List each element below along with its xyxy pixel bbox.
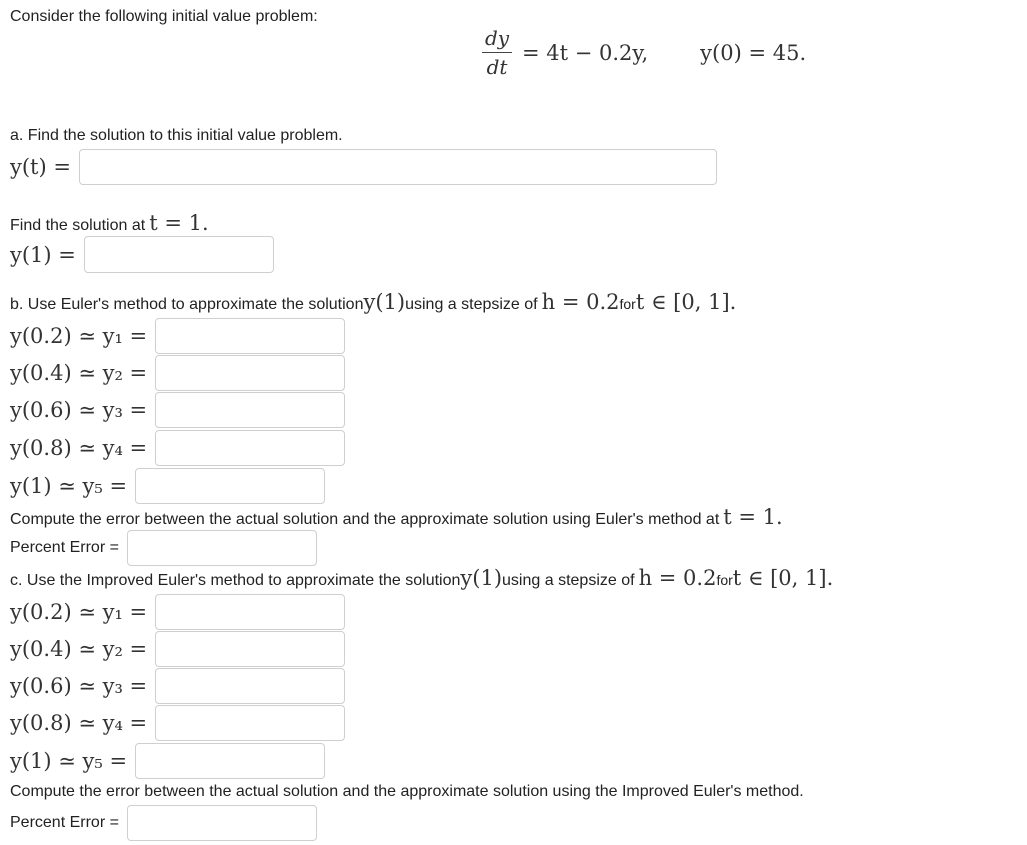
y1-row xyxy=(10,236,274,273)
euler-percent-row xyxy=(10,530,317,566)
part-c-prompt-mid: using a stepsize of xyxy=(502,572,635,589)
improved-y2-input[interactable] xyxy=(155,631,345,667)
part-c-prompt-pre: c. Use the Improved Euler's method to approximate the solution xyxy=(10,572,461,589)
euler-y1-input[interactable] xyxy=(155,318,345,354)
part-b-prompt-mid: using a stepsize of xyxy=(405,296,538,313)
improved-row-5 xyxy=(10,743,325,779)
ode-equation xyxy=(482,26,806,79)
find-at-math: t = 1. xyxy=(149,211,209,235)
improved-row-1-label: y(0.2) ≃ y₁ = xyxy=(10,600,148,624)
part-c-prompt-math2: h = 0.2 xyxy=(638,566,717,590)
improved-y3-input[interactable] xyxy=(155,668,345,704)
euler-row-2 xyxy=(10,355,345,391)
part-b-prompt-math3: t ∈ [0, 1]. xyxy=(635,290,737,314)
euler-y2-input[interactable] xyxy=(155,355,345,391)
derivative-numerator: dy xyxy=(484,26,510,50)
euler-row-5 xyxy=(10,468,325,504)
improved-row-1 xyxy=(10,594,345,630)
yt-label: y(t) = xyxy=(10,155,71,179)
improved-row-2 xyxy=(10,631,345,667)
yt-row xyxy=(10,149,717,185)
y1-label: y(1) = xyxy=(10,242,76,267)
improved-percent-input[interactable] xyxy=(127,805,317,841)
improved-row-2-label: y(0.4) ≃ y₂ = xyxy=(10,637,148,661)
part-c-prompt-math1: y(1) xyxy=(460,566,503,590)
find-at-line xyxy=(10,211,209,235)
part-b-prompt-math1: y(1) xyxy=(363,290,406,314)
part-b-prompt-pre: b. Use Euler's method to approximate the solution xyxy=(10,296,364,313)
euler-error-math: t = 1. xyxy=(723,505,783,529)
find-at-prefix: Find the solution at xyxy=(10,217,146,234)
euler-y5-input[interactable] xyxy=(135,468,325,504)
euler-y3-input[interactable] xyxy=(155,392,345,428)
improved-row-4-label: y(0.8) ≃ y₄ = xyxy=(10,711,148,735)
derivative-fraction xyxy=(482,26,512,79)
improved-y4-input[interactable] xyxy=(155,705,345,741)
part-b-prompt-for: for xyxy=(619,296,636,312)
euler-percent-input[interactable] xyxy=(127,530,317,566)
derivative-denominator: dt xyxy=(486,55,508,79)
part-b-prompt-math2: h = 0.2 xyxy=(541,290,620,314)
improved-row-5-label: y(1) ≃ y₅ = xyxy=(10,749,128,773)
euler-row-5-label: y(1) ≃ y₅ = xyxy=(10,474,128,498)
euler-row-1 xyxy=(10,318,345,354)
initial-condition: y(0) = 45. xyxy=(700,40,807,65)
y1-input[interactable] xyxy=(84,236,274,273)
euler-error-text: Compute the error between the actual solution and the approximate solution using Euler's method at xyxy=(10,511,720,528)
euler-row-3-label: y(0.6) ≃ y₃ = xyxy=(10,398,148,422)
improved-row-3 xyxy=(10,668,345,704)
euler-percent-label: Percent Error = xyxy=(10,539,119,556)
improved-percent-label: Percent Error = xyxy=(10,814,119,831)
part-b-prompt xyxy=(10,290,736,314)
part-c-prompt-for: for xyxy=(716,572,733,588)
part-c-prompt xyxy=(10,566,833,590)
euler-row-2-label: y(0.4) ≃ y₂ = xyxy=(10,361,148,385)
improved-row-3-label: y(0.6) ≃ y₃ = xyxy=(10,674,148,698)
euler-row-4 xyxy=(10,430,345,466)
improved-percent-row xyxy=(10,805,317,841)
improved-y1-input[interactable] xyxy=(155,594,345,630)
intro-text: Consider the following initial value problem: xyxy=(10,8,318,25)
improved-y5-input[interactable] xyxy=(135,743,325,779)
euler-row-3 xyxy=(10,392,345,428)
euler-error-line xyxy=(10,505,783,529)
improved-row-4 xyxy=(10,705,345,741)
improved-error-text: Compute the error between the actual solution and the approximate solution using the Improved Euler's method. xyxy=(10,783,804,800)
part-c-prompt-math3: t ∈ [0, 1]. xyxy=(732,566,834,590)
part-a-prompt: a. Find the solution to this initial value problem. xyxy=(10,127,343,144)
yt-input[interactable] xyxy=(79,149,717,185)
ode-rhs: = 4t − 0.2y, xyxy=(522,40,649,65)
euler-y4-input[interactable] xyxy=(155,430,345,466)
euler-row-1-label: y(0.2) ≃ y₁ = xyxy=(10,324,148,348)
euler-row-4-label: y(0.8) ≃ y₄ = xyxy=(10,436,148,460)
